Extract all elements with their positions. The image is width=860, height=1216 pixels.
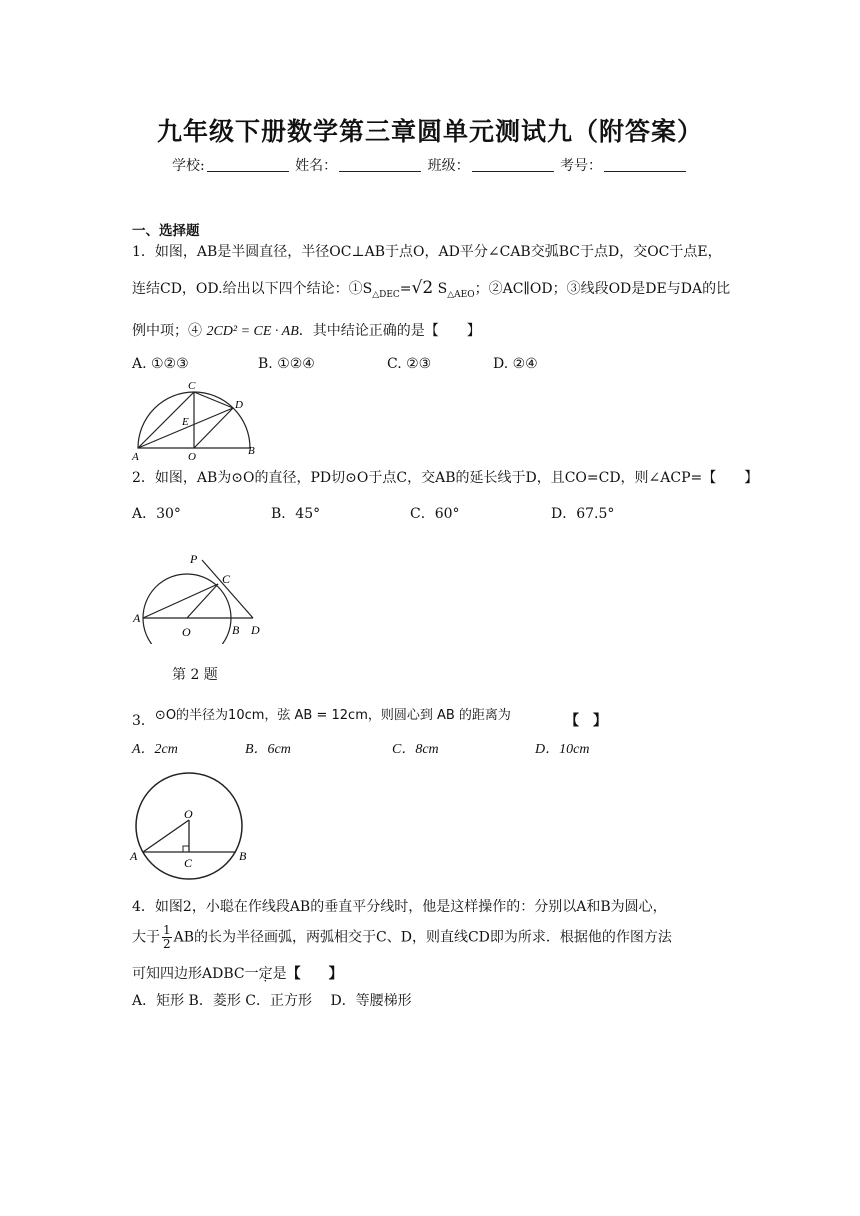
student-info-row (0, 155, 860, 175)
fig2-label-o: O (182, 625, 191, 639)
q3-bracket: 【 】 (565, 713, 607, 729)
class-label: 班级： (427, 158, 470, 174)
q2-tangent-figure (130, 546, 280, 644)
q2-option-b[interactable]: B．45° (271, 506, 321, 522)
q1-option-a[interactable]: A. ①②③ (132, 356, 189, 372)
name-label: 姓名： (295, 158, 338, 174)
fig2-label-p: P (190, 552, 198, 566)
fig1-label-b: B (248, 445, 255, 457)
fig3-label-a: A (130, 849, 138, 863)
q1-option-b[interactable]: B. ①②④ (258, 356, 315, 372)
sqrt2: √2 (411, 278, 434, 298)
number-label: 考号： (560, 158, 603, 174)
q2-option-a[interactable]: A．30° (132, 506, 181, 522)
number-blank (604, 158, 686, 172)
school-label: 学校: (171, 158, 205, 174)
q3-option-c[interactable]: C．8cm (392, 742, 439, 757)
page-title: 九年级下册数学第三章圆单元测试九（附答案） (156, 117, 703, 146)
fig1-label-d: D (235, 399, 243, 411)
q3-option-d[interactable]: D．10cm (535, 742, 590, 757)
q1-option-d[interactable]: D. ②④ (493, 356, 538, 372)
fig2-label-c: C (222, 572, 231, 586)
q4-line3: 可知四边形ADBC一定是【 】 (132, 966, 343, 982)
q4-line1: 4．如图2，小聪在作线段AB的垂直平分线时，他是这样操作的：分别以A和B为圆心， (132, 899, 667, 915)
class-blank (472, 158, 554, 172)
q3-line: 3．⊙O的半径为10cm，弦 AB = 12cm，则圆心到 AB 的距离为 (132, 708, 511, 729)
q4-fraction: $\frac{1}{2}$ (163, 923, 171, 951)
q3-circle-figure (128, 770, 254, 882)
q1-option-c[interactable]: C. ②③ (387, 356, 432, 372)
fig3-label-b: B (239, 849, 247, 863)
q3-option-a[interactable]: A．2cm (132, 742, 178, 757)
fig2-label-b: B (232, 623, 240, 637)
fig1-label-o: O (188, 451, 196, 462)
fig1-label-c: C (188, 380, 196, 392)
q1-formula: 2CD² = CE · AB (206, 324, 299, 339)
fig3-label-o: O (184, 807, 193, 821)
section-heading: 一、选择题 (132, 223, 200, 239)
q2-option-c[interactable]: C．60° (410, 506, 460, 522)
q2-text: 2．如图，AB为⊙O的直径，PD切⊙O于点C，交AB的延长线于D，且CO=CD，则∠ACP=【 】 (132, 470, 759, 486)
q4-options[interactable]: A．矩形 B．菱形 C．正方形 D．等腰梯形 (132, 993, 412, 1009)
q1-line3: 例中项；④ 2CD² = CE · AB．其中结论正确的是【 】 (132, 323, 481, 339)
q3-text: ⊙O的半径为10cm，弦 AB = 12cm，则圆心到 AB 的距离为 (154, 708, 511, 723)
q4-line2: 大于 $\frac{1}{2}$ AB的长为半径画弧，两弧相交于C、D，则直线CD即为所求．根据他的作图方法 (132, 923, 672, 951)
fig1-label-e: E (182, 416, 189, 428)
q2-option-d[interactable]: D．67.5° (551, 506, 615, 522)
fig2-label-a: A (133, 611, 141, 625)
q1-line1: 1．如图，AB是半圆直径，半径OC⊥AB于点O，AD平分∠CAB交弧BC于点D，交OC于点E， (132, 244, 722, 260)
fig1-label-a: A (132, 451, 139, 462)
q1-semicircle-figure (130, 378, 262, 462)
name-blank (339, 158, 421, 172)
q4-emphasis: 一定是 (244, 966, 287, 982)
q2-caption: 第 2 题 (172, 667, 218, 683)
q1-line2: 连结CD，OD.给出以下四个结论：$①S_{\triangle DEC}=√2$ $S_{\triangle AEO}$；②AC∥OD；③线段OD是DE与DA的比 (132, 278, 731, 300)
q3-option-b[interactable]: B．6cm (245, 742, 291, 757)
fig2-label-d: D (251, 623, 260, 637)
school-blank (207, 158, 289, 172)
fig3-label-c: C (184, 856, 193, 870)
